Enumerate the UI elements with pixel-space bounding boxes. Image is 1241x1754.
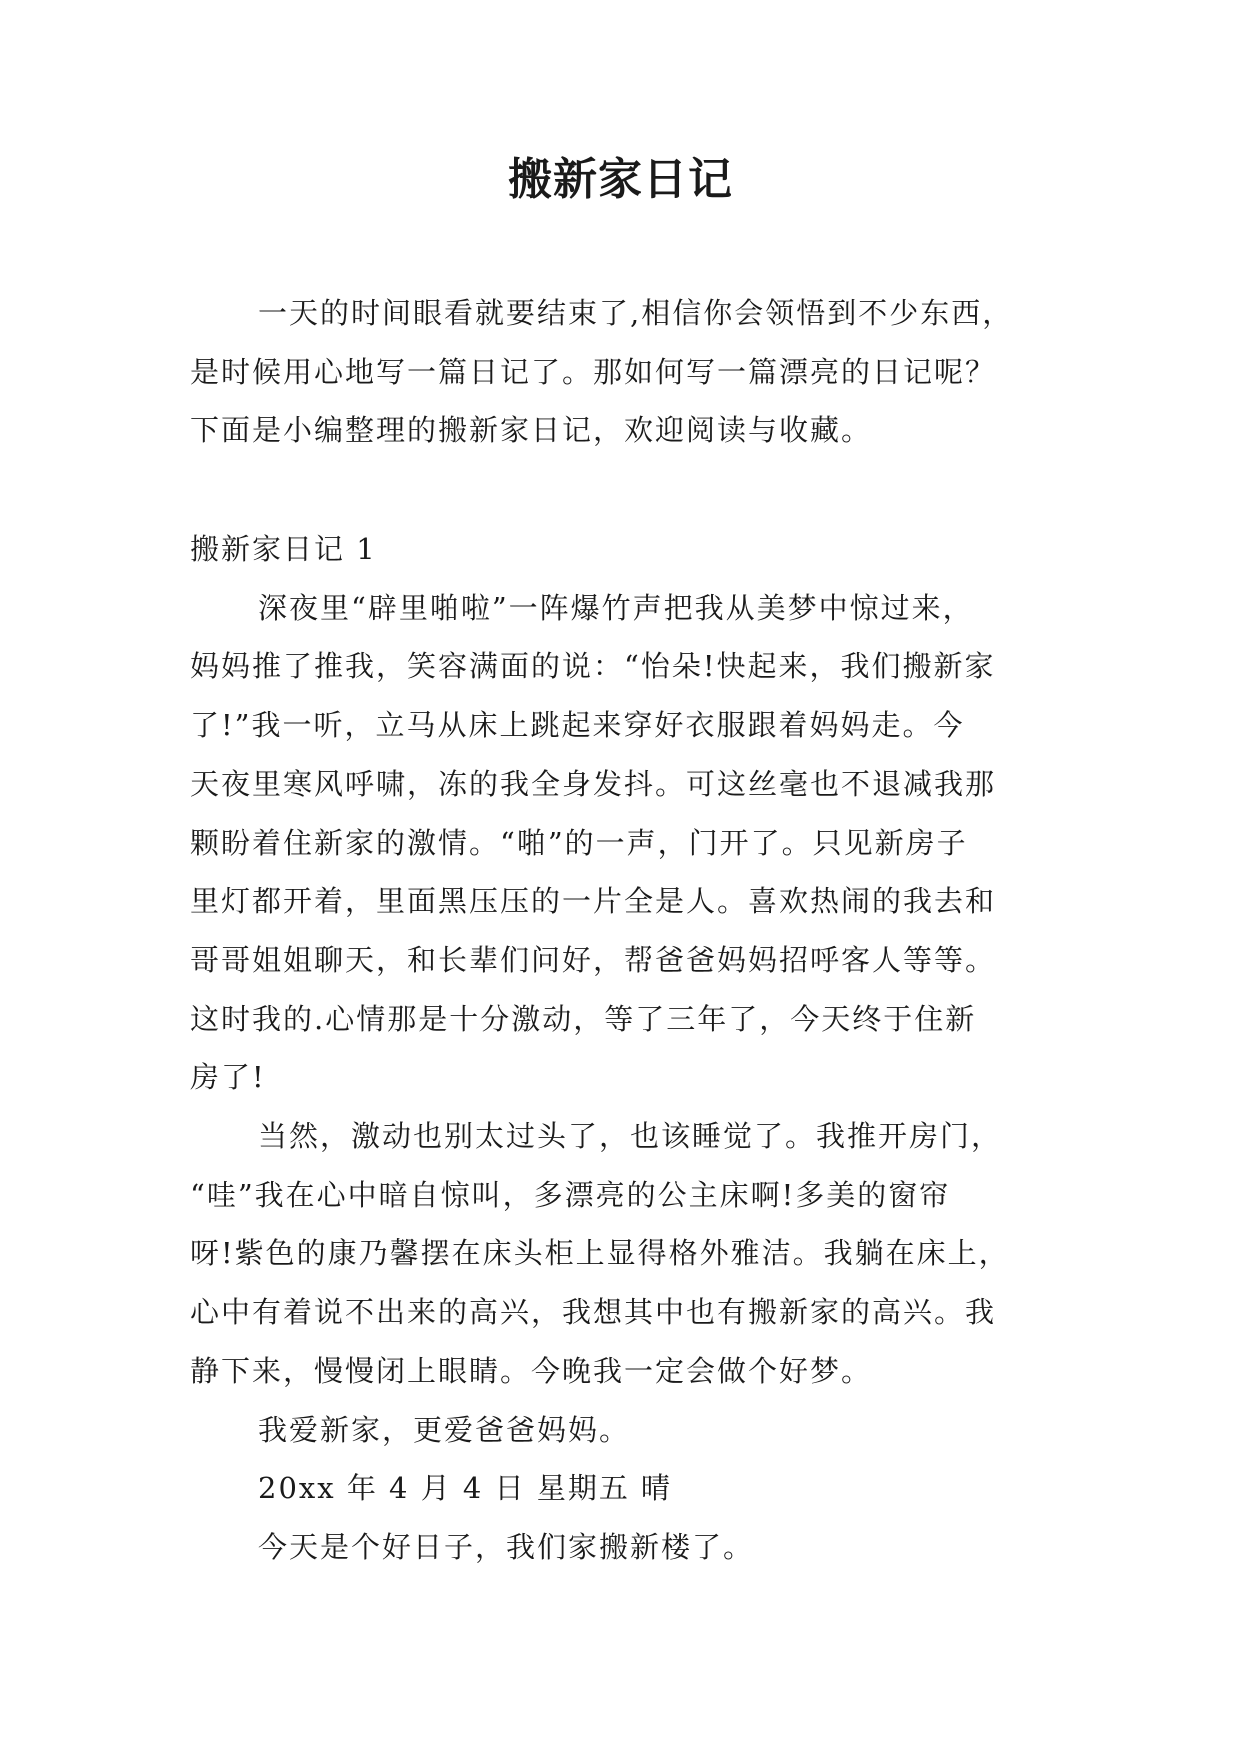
paragraph-line: 心中有着说不出来的高兴，我想其中也有搬新家的高兴。我 [190, 1295, 997, 1330]
paragraph-line: 妈妈推了推我，笑容满面的说：“怡朵!快起来，我们搬新家 [190, 649, 996, 684]
paragraph-line: 哥哥姐姐聊天，和长辈们问好，帮爸爸妈妈招呼客人等等。 [190, 942, 997, 977]
paragraph-2 [190, 1107, 1060, 1401]
intro-line: 一天的时间眼看就要结束了,相信你会领悟到不少东西， [258, 296, 1014, 330]
paragraph-4: 今天是个好日子，我们家搬新楼了。 [258, 1529, 755, 1564]
paragraph-line: 这时我的.心情那是十分激动，等了三年了，今天终于住新 [190, 1001, 977, 1036]
paragraph-3: 我爱新家，更爱爸爸妈妈。 [258, 1412, 631, 1447]
paragraph-line: 颗盼着住新家的激情。“啪”的一声，门开了。只见新房子 [190, 825, 968, 860]
paragraph-line: 里灯都开着，里面黑压压的一片全是人。喜欢热闹的我去和 [190, 884, 997, 919]
paragraph-line: 当然，激动也别太过头了，也该睡觉了。我推开房门， [258, 1119, 1003, 1154]
intro-line: 是时候用心地写一篇日记了。那如何写一篇漂亮的日记呢？ [190, 354, 997, 389]
section-heading: 搬新家日记 1 [190, 532, 377, 566]
paragraph-line: 房了! [190, 1060, 266, 1095]
page-title: 搬新家日记 [508, 154, 733, 205]
paragraph-line: 天夜里寒风呼啸，冻的我全身发抖。可这丝毫也不退减我那 [190, 766, 997, 801]
paragraph-line: 呀!紫色的康乃馨摆在床头柜上显得格外雅洁。我躺在床上， [190, 1236, 1010, 1271]
intro-line: 下面是小编整理的搬新家日记，欢迎阅读与收藏。 [190, 413, 873, 448]
paragraph-line: 深夜里“辟里啪啦”一阵爆竹声把我从美梦中惊过来， [258, 590, 974, 625]
paragraph-line: 了!”我一听，立马从床上跳起来穿好衣服跟着妈妈走。今 [190, 708, 965, 743]
paragraph-line: “哇”我在心中暗自惊叫，多漂亮的公主床啊!多美的窗帘 [190, 1177, 951, 1212]
diary-date-line: 20xx 年 4 月 4 日 星期五 晴 [258, 1471, 673, 1506]
intro-paragraph [190, 284, 1060, 460]
diary-content [190, 520, 1060, 1577]
paragraph-1 [190, 579, 1060, 1107]
paragraph-line: 静下来，慢慢闭上眼睛。今晚我一定会做个好梦。 [190, 1353, 873, 1388]
